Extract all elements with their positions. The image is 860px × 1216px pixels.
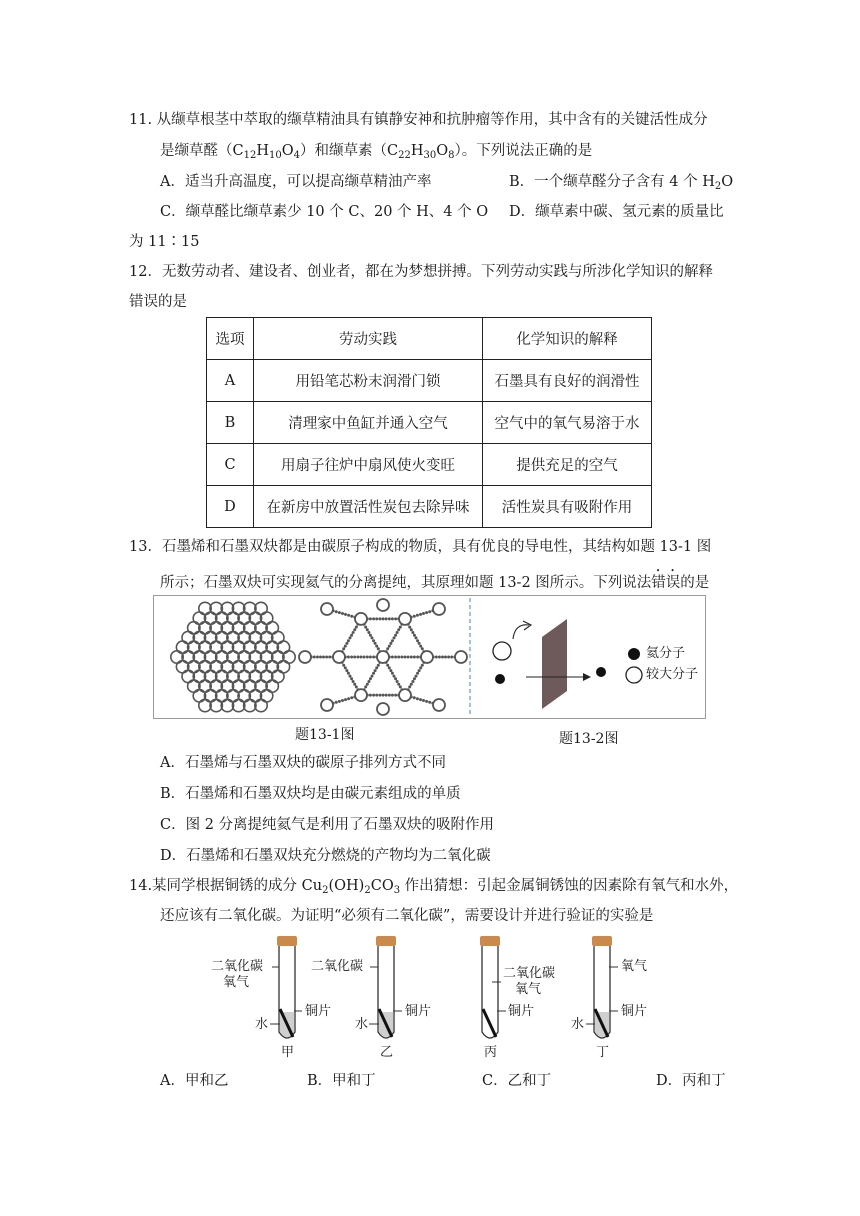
q14-option-b: B．甲和丁 xyxy=(307,1073,376,1089)
carbon-bead xyxy=(419,613,422,616)
carbon-bead xyxy=(338,700,341,703)
carbon-bead xyxy=(349,636,352,639)
carbon-bead xyxy=(410,628,413,631)
tube-bing-gas-o2: 氧气 xyxy=(515,982,542,997)
q13-option-a: A．石墨烯与石墨双炔的碳原子排列方式不同 xyxy=(160,755,446,771)
benzene-ring xyxy=(399,689,411,701)
q11-option-d-cont: 为 11∶15 xyxy=(129,234,200,250)
cell-option: D xyxy=(207,486,254,528)
benzene-ring xyxy=(321,603,333,615)
tube-bing-label: 丙 xyxy=(484,1045,498,1060)
carbon-bead xyxy=(415,675,418,678)
tube-ding-water: 水 xyxy=(571,1017,585,1032)
carbon-bead xyxy=(416,672,419,675)
carbon-bead xyxy=(378,617,381,620)
carbon-bead xyxy=(413,696,416,699)
carbon-bead xyxy=(374,642,377,645)
benzene-ring xyxy=(433,603,445,615)
carbon-bead xyxy=(394,656,397,659)
benzene-ring xyxy=(333,651,345,663)
tube-jia-label: 甲 xyxy=(281,1045,295,1060)
benzene-ring xyxy=(399,613,411,625)
carbon-bead xyxy=(371,636,374,639)
carbon-bead xyxy=(371,675,374,678)
carbon-bead xyxy=(389,669,392,672)
carbon-bead xyxy=(397,683,400,686)
tube-ding-gas-o2: 氧气 xyxy=(621,959,648,974)
q13-option-b: B．石墨烯和石墨双炔均是由碳元素组成的单质 xyxy=(160,786,461,802)
carbon-bead xyxy=(372,639,375,642)
cell-option: A xyxy=(207,360,254,402)
carbon-bead xyxy=(372,617,375,620)
q12-table xyxy=(206,317,652,528)
carbon-bead xyxy=(350,677,353,680)
table-row xyxy=(207,486,652,528)
carbon-bead xyxy=(441,656,444,659)
q14-option-d: D．丙和丁 xyxy=(656,1073,726,1089)
carbon-bead xyxy=(367,631,370,634)
benzene-ring xyxy=(421,651,433,663)
q11-option-c: C．缬草醛比缬草素少 10 个 C、20 个 H、4 个 O xyxy=(160,204,489,220)
figure-13-1-caption: 题13-1图 xyxy=(295,727,355,743)
carbon-bead xyxy=(350,696,353,699)
carbon-bead xyxy=(413,656,416,659)
stopper-icon xyxy=(376,936,396,946)
large-molecule-icon xyxy=(493,642,511,660)
benzene-ring xyxy=(299,651,311,663)
carbon-bead xyxy=(388,645,391,648)
carbon-bead xyxy=(385,617,388,620)
carbon-bead xyxy=(344,613,347,616)
table-row xyxy=(207,444,652,486)
carbon-bead xyxy=(404,656,407,659)
q14-stem-line2: 还应该有二氧化碳。为证明“必须有二氧化碳”，需要设计并进行验证的实验是 xyxy=(160,908,654,924)
cell-explanation: 石墨具有良好的润滑性 xyxy=(483,360,652,402)
carbon-bead xyxy=(391,656,394,659)
carbon-bead xyxy=(375,617,378,620)
carbon-bead xyxy=(377,647,380,650)
carbon-bead xyxy=(347,672,350,675)
cell-option: B xyxy=(207,402,254,444)
carbon-bead xyxy=(444,656,447,659)
benzene-ring xyxy=(377,703,389,715)
carbon-bead xyxy=(397,656,400,659)
cell-explanation: 空气中的氧气易溶于水 xyxy=(483,402,652,444)
carbon-bead xyxy=(410,683,413,686)
q13-stem-line2: 所示；石墨双炔可实现氦气的分离提纯，其原理如题 13-2 图所示。下列说法错误的是 xyxy=(160,575,710,591)
q13-figure xyxy=(153,595,706,719)
carbon-bead xyxy=(450,656,453,659)
legend-large-icon xyxy=(626,667,642,683)
carbon-bead xyxy=(341,612,344,615)
cell-practice: 清理家中鱼缸并通入空气 xyxy=(254,402,483,444)
carbon-bead xyxy=(319,656,322,659)
carbon-bead xyxy=(313,656,316,659)
carbon-bead xyxy=(352,631,355,634)
stopper-icon xyxy=(480,936,500,946)
carbon-bead xyxy=(419,645,422,648)
carbon-bead xyxy=(335,701,338,704)
carbon-bead xyxy=(388,617,391,620)
q11-stem-line2: 是缬草醛$(C_{12}H_{10}O_4)$和缬草素$(C_{22}H_{30}O_8)$。下列说法正确的是 xyxy=(160,143,593,161)
carbon-bead xyxy=(438,656,441,659)
carbon-bead xyxy=(394,634,397,637)
carbon-bead xyxy=(377,664,380,667)
carbon-bead xyxy=(422,612,425,615)
carbon-bead xyxy=(366,628,369,631)
tube-yi-copper: 铜片 xyxy=(405,1004,432,1019)
carbon-bead xyxy=(378,694,381,697)
carbon-bead xyxy=(391,617,394,620)
test-tube-ding xyxy=(586,936,618,1038)
carbon-bead xyxy=(372,694,375,697)
carbon-bead xyxy=(335,610,338,613)
carbon-bead xyxy=(407,656,410,659)
carbon-bead xyxy=(435,656,438,659)
carbon-bead xyxy=(393,636,396,639)
carbon-bead xyxy=(369,617,372,620)
q11-option-a: A．适当升高温度，可以提高缬草精油产率 xyxy=(160,174,432,190)
legend-helium-label: 氦分子 xyxy=(646,646,686,661)
carbon-bead xyxy=(374,669,377,672)
carbon-bead xyxy=(411,680,414,683)
carbon-bead xyxy=(413,677,416,680)
tube-yi-gas-co2: 二氧化碳 xyxy=(311,959,364,974)
benzene-ring xyxy=(355,689,367,701)
test-tube-jia xyxy=(270,936,302,1038)
table-row xyxy=(207,360,652,402)
carbon-bead xyxy=(347,656,350,659)
benzene-ring xyxy=(377,599,389,611)
carbon-bead xyxy=(345,642,348,645)
carbon-bead xyxy=(316,656,319,659)
carbon-bead xyxy=(391,639,394,642)
q12-stem-line2: 错误的是 xyxy=(129,294,187,310)
carbon-bead xyxy=(428,701,431,704)
carbon-bead xyxy=(338,611,341,614)
helium-molecule-icon xyxy=(596,667,606,677)
carbon-bead xyxy=(363,656,366,659)
carbon-bead xyxy=(344,698,347,701)
carbon-bead xyxy=(418,642,421,645)
carbon-bead xyxy=(396,631,399,634)
carbon-bead xyxy=(416,697,419,700)
benzene-ring xyxy=(455,651,467,663)
table-row xyxy=(207,402,652,444)
cell-explanation: 提供充足的空气 xyxy=(483,444,652,486)
carbon-bead xyxy=(342,664,345,667)
carbon-bead xyxy=(372,672,375,675)
carbon-bead xyxy=(399,626,402,629)
header-practice: 劳动实践 xyxy=(254,318,483,360)
tube-ding-copper: 铜片 xyxy=(621,1004,648,1019)
q11-option-d: D．缬草素中碳、氢元素的质量比 xyxy=(509,204,724,220)
carbon-bead xyxy=(388,666,391,669)
figure-13-2-caption: 题13-2图 xyxy=(559,731,619,747)
carbon-bead xyxy=(394,617,397,620)
carbon-bead xyxy=(382,694,385,697)
carbon-bead xyxy=(347,614,350,617)
cell-option: C xyxy=(207,444,254,486)
carbon-bead xyxy=(391,672,394,675)
carbon-bead xyxy=(372,656,375,659)
carbon-bead xyxy=(342,647,345,650)
carbon-bead xyxy=(328,656,331,659)
carbon-bead xyxy=(341,699,344,702)
carbon-bead xyxy=(355,626,358,629)
carbon-bead xyxy=(386,664,389,667)
tube-jia-copper: 铜片 xyxy=(305,1004,332,1019)
carbon-bead xyxy=(367,680,370,683)
carbon-bead xyxy=(389,642,392,645)
carbon-bead xyxy=(352,680,355,683)
stopper-icon xyxy=(277,936,297,946)
carbon-bead xyxy=(388,694,391,697)
carbon-bead xyxy=(413,615,416,618)
carbon-bead xyxy=(353,656,356,659)
carbon-bead xyxy=(349,675,352,678)
helium-molecule-icon xyxy=(495,674,505,684)
carbon-bead xyxy=(400,656,403,659)
carbon-bead xyxy=(350,615,353,618)
q11-option-b: B．一个缬草醛分子含有 4 个 $H_2O$ xyxy=(509,174,734,192)
carbon-bead xyxy=(350,634,353,637)
carbon-bead xyxy=(386,647,389,650)
carbon-bead xyxy=(382,617,385,620)
carbon-bead xyxy=(369,694,372,697)
header-option: 选项 xyxy=(207,318,254,360)
carbon-bead xyxy=(364,626,367,629)
carbon-bead xyxy=(347,697,350,700)
carbon-bead xyxy=(364,685,367,688)
carbon-bead xyxy=(355,685,358,688)
q12-stem-line1: 12．无数劳动者、建设者、创业者，都在为梦想拼搏。下列劳动实践与所涉化学知识的解释 xyxy=(129,264,713,280)
carbon-bead xyxy=(353,628,356,631)
carbon-bead xyxy=(375,694,378,697)
carbon-bead xyxy=(394,694,397,697)
carbon-bead xyxy=(360,656,363,659)
carbon-bead xyxy=(366,683,369,686)
benzene-ring xyxy=(433,699,445,711)
tube-ding-label: 丁 xyxy=(596,1045,610,1060)
carbon-bead xyxy=(416,639,419,642)
stopper-icon xyxy=(592,936,612,946)
carbon-bead xyxy=(422,699,425,702)
carbon-bead xyxy=(416,656,419,659)
cell-practice: 用铅笔芯粉末润滑门锁 xyxy=(254,360,483,402)
benzene-ring xyxy=(377,651,389,663)
carbon-bead xyxy=(325,656,328,659)
carbon-bead xyxy=(413,634,416,637)
carbon-bead xyxy=(425,611,428,614)
carbon-bead xyxy=(415,636,418,639)
table-header-row xyxy=(207,318,652,360)
tube-bing-copper: 铜片 xyxy=(508,1004,535,1019)
carbon-bead xyxy=(391,694,394,697)
tube-yi-water: 水 xyxy=(355,1017,369,1032)
q14-option-a: A．甲和乙 xyxy=(160,1073,229,1089)
legend-helium-icon xyxy=(628,648,640,660)
carbon-bead xyxy=(428,610,431,613)
carbon-bead xyxy=(399,685,402,688)
carbon-bead xyxy=(345,669,348,672)
carbon-bead xyxy=(322,656,325,659)
benzene-ring xyxy=(355,613,367,625)
tube-jia-gas-co2: 二氧化碳 xyxy=(211,959,264,974)
emphasis-wrong: 错误 xyxy=(651,575,681,591)
carbon-bead xyxy=(375,645,378,648)
carbon-bead xyxy=(375,666,378,669)
carbon-bead xyxy=(419,666,422,669)
carbon-bead xyxy=(353,683,356,686)
q13-stem-line1: 13．石墨烯和石墨双炔都是由碳原子构成的物质，具有优良的导电性，其结构如题 13-1 图 xyxy=(129,539,712,555)
carbon-bead xyxy=(408,626,411,629)
test-tube-bing xyxy=(480,936,506,1038)
carbon-bead xyxy=(396,680,399,683)
tube-jia-gas-o2: 氧气 xyxy=(223,975,250,990)
header-explanation: 化学知识的解释 xyxy=(483,318,652,360)
carbon-bead xyxy=(385,694,388,697)
carbon-bead xyxy=(369,677,372,680)
carbon-bead xyxy=(408,685,411,688)
carbon-bead xyxy=(344,645,347,648)
carbon-bead xyxy=(397,628,400,631)
carbon-bead xyxy=(418,669,421,672)
carbon-bead xyxy=(350,656,353,659)
carbon-bead xyxy=(447,656,450,659)
carbon-bead xyxy=(421,664,424,667)
legend-large-label: 较大分子 xyxy=(646,667,699,682)
carbon-bead xyxy=(421,647,424,650)
carbon-bead xyxy=(425,700,428,703)
q11-stem-line1: 11. 从缬草根茎中萃取的缬草精油具有镇静安神和抗肿瘤等作用，其中含有的关键活性成分 xyxy=(129,112,708,128)
test-tube-yi xyxy=(369,936,402,1038)
tube-jia-water: 水 xyxy=(255,1017,269,1032)
carbon-bead xyxy=(369,656,372,659)
q13-option-c: C．图 2 分离提纯氦气是利用了石墨双炔的吸附作用 xyxy=(160,817,495,833)
carbon-bead xyxy=(366,656,369,659)
q14-option-c: C．乙和丁 xyxy=(482,1073,552,1089)
carbon-bead xyxy=(410,656,413,659)
benzene-ring xyxy=(321,699,333,711)
carbon-bead xyxy=(393,675,396,678)
carbon-bead xyxy=(356,656,359,659)
cell-practice: 用扇子往炉中扇风使火变旺 xyxy=(254,444,483,486)
q13-option-d: D．石墨烯和石墨双炔充分燃烧的产物均为二氧化碳 xyxy=(160,848,491,864)
carbon-bead xyxy=(347,639,350,642)
cell-explanation: 活性炭具有吸附作用 xyxy=(483,486,652,528)
carbon-bead xyxy=(419,698,422,701)
carbon-bead xyxy=(394,677,397,680)
tube-bing-gas-co2: 二氧化碳 xyxy=(503,966,556,981)
carbon-bead xyxy=(411,631,414,634)
cell-practice: 在新房中放置活性炭包去除异味 xyxy=(254,486,483,528)
q14-stem-line1: 14.某同学根据铜锈的成分 $Cu_2(OH)_2CO_3$ 作出猜想：引起金属铜锈蚀的因素除有氧气和水外， xyxy=(129,878,739,896)
carbon-bead xyxy=(416,614,419,617)
carbon-bead xyxy=(344,666,347,669)
tube-yi-label: 乙 xyxy=(380,1045,394,1060)
carbon-bead xyxy=(369,634,372,637)
